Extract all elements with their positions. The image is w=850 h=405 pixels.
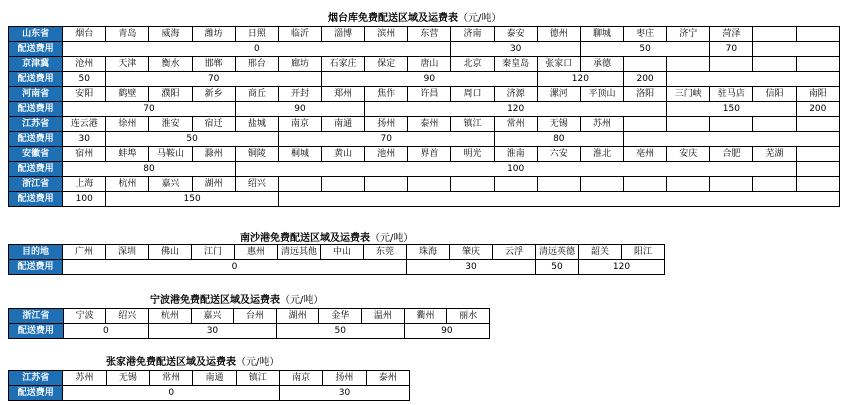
city-cell: 镇江: [451, 117, 494, 132]
city-cell: 承德: [580, 57, 623, 72]
fee-label: 配送费用: [9, 324, 64, 339]
city-cell: [796, 57, 839, 72]
city-cell: [667, 177, 710, 192]
city-cell: [278, 177, 321, 192]
city-cell: 南京: [279, 371, 322, 386]
city-cell: 濮阳: [149, 87, 192, 102]
fee-cell: 30: [149, 324, 277, 339]
city-cell: 周口: [451, 87, 494, 102]
fee-cell: 50: [536, 260, 579, 275]
city-cell: [624, 177, 667, 192]
city-cell: 唐山: [408, 57, 451, 72]
fee-cell: 0: [63, 324, 148, 339]
city-cell: [494, 177, 537, 192]
city-cell: 盐城: [235, 117, 278, 132]
city-cell: 平顶山: [580, 87, 623, 102]
city-cell: 三门峡: [667, 87, 710, 102]
city-cell: 淮安: [149, 117, 192, 132]
city-cell: 南京: [278, 117, 321, 132]
fee-cell: 50: [276, 324, 404, 339]
city-cell: 清远英德: [536, 245, 579, 260]
city-cell: [624, 57, 667, 72]
city-cell: [753, 117, 796, 132]
fee-row: [9, 132, 840, 147]
city-cell: 嘉兴: [191, 309, 234, 324]
city-cell: 张家口: [537, 57, 580, 72]
region-label: 目的地: [9, 245, 63, 260]
city-cell: 绍兴: [235, 177, 278, 192]
city-cell: 阳江: [622, 245, 665, 260]
region-label: 安徽省: [9, 147, 63, 162]
city-cell: 无锡: [537, 117, 580, 132]
fee-label: 配送费用: [9, 386, 63, 401]
fee-label: 配送费用: [9, 42, 63, 57]
city-cell: 广州: [63, 245, 106, 260]
city-row: [9, 245, 665, 260]
city-cell: 宿迁: [192, 117, 235, 132]
fee-row: [9, 162, 840, 177]
fee-row: [9, 260, 665, 275]
city-cell: 日照: [235, 27, 278, 42]
fee-cell: 100: [63, 192, 106, 207]
city-cell: 泰州: [366, 371, 409, 386]
city-cell: 衢州: [404, 309, 447, 324]
city-cell: 驻马店: [710, 87, 753, 102]
city-cell: 黄山: [322, 147, 365, 162]
city-cell: 云浮: [493, 245, 536, 260]
city-cell: 秦皇岛: [494, 57, 537, 72]
fee-cell: 100: [235, 162, 796, 177]
city-cell: 临沂: [278, 27, 321, 42]
yantai-title: 烟台库免费配送区域及运费表（元/吨）: [328, 13, 502, 24]
city-cell: 枣庄: [624, 27, 667, 42]
city-cell: 安庆: [667, 147, 710, 162]
city-cell: [710, 117, 753, 132]
fee-label: 配送费用: [9, 72, 63, 87]
fee-cell: [667, 72, 840, 87]
city-cell: 马鞍山: [149, 147, 192, 162]
city-cell: 商丘: [235, 87, 278, 102]
fee-cell: 90: [235, 102, 364, 117]
fee-cell: 0: [63, 42, 451, 57]
fee-cell: 80: [63, 162, 236, 177]
city-cell: [667, 57, 710, 72]
fee-cell: 120: [579, 260, 665, 275]
city-cell: 青岛: [106, 27, 149, 42]
fee-cell: 90: [322, 72, 538, 87]
city-cell: 泰安: [494, 27, 537, 42]
city-cell: 清远其他: [278, 245, 321, 260]
city-cell: 佛山: [149, 245, 192, 260]
city-cell: 济宁: [667, 27, 710, 42]
fee-cell: 120: [537, 72, 623, 87]
fee-cell: 30: [407, 260, 536, 275]
fee-cell: 50: [63, 72, 106, 87]
city-cell: 淮南: [494, 147, 537, 162]
city-cell: 江门: [192, 245, 235, 260]
city-cell: 中山: [321, 245, 364, 260]
city-cell: 济源: [494, 87, 537, 102]
city-cell: 蚌埠: [106, 147, 149, 162]
city-cell: 无锡: [106, 371, 149, 386]
region-label: 山东省: [9, 27, 63, 42]
city-cell: [667, 117, 710, 132]
city-cell: 石家庄: [322, 57, 365, 72]
fee-row: [9, 386, 410, 401]
fee-cell: 70: [63, 102, 236, 117]
city-cell: 泰州: [408, 117, 451, 132]
city-cell: 济南: [451, 27, 494, 42]
city-cell: 六安: [537, 147, 580, 162]
city-row: [9, 27, 840, 42]
city-cell: 开封: [278, 87, 321, 102]
city-cell: 潍坊: [192, 27, 235, 42]
city-cell: 信阳: [753, 87, 796, 102]
city-cell: [537, 177, 580, 192]
city-cell: 常州: [150, 371, 193, 386]
region-label: 京津冀: [9, 57, 63, 72]
fee-cell: 90: [404, 324, 489, 339]
fee-row: [9, 102, 840, 117]
city-cell: 镇江: [236, 371, 279, 386]
fee-cell: 150: [106, 192, 279, 207]
city-cell: 沧州: [63, 57, 106, 72]
fee-cell: 80: [494, 132, 623, 147]
fee-row: [9, 72, 840, 87]
city-cell: 苏州: [63, 371, 106, 386]
city-cell: [365, 177, 408, 192]
city-cell: 郑州: [322, 87, 365, 102]
city-cell: 丽水: [447, 309, 490, 324]
city-row: [9, 177, 840, 192]
ningbo-title: 宁波港免费配送区域及运费表（元/吨）: [150, 295, 324, 306]
fee-cell: [624, 132, 840, 147]
city-cell: 天津: [106, 57, 149, 72]
city-cell: 保定: [365, 57, 408, 72]
city-cell: 杭州: [149, 309, 192, 324]
city-cell: 滨州: [365, 27, 408, 42]
city-cell: 宁波: [63, 309, 106, 324]
city-cell: 衡水: [149, 57, 192, 72]
city-cell: 许昌: [408, 87, 451, 102]
nansha-fee-table: [8, 244, 665, 275]
city-cell: [451, 177, 494, 192]
city-cell: 烟台: [63, 27, 106, 42]
ningbo-fee-table: [8, 308, 490, 339]
city-row: [9, 309, 490, 324]
city-cell: 北京: [451, 57, 494, 72]
fee-cell: 50: [580, 42, 709, 57]
city-cell: 常州: [494, 117, 537, 132]
city-cell: 连云港: [63, 117, 106, 132]
fee-cell: 70: [106, 72, 322, 87]
city-cell: [796, 177, 839, 192]
zhangjiagang-fee-table: [8, 370, 410, 401]
fee-cell: 70: [710, 42, 753, 57]
fee-cell: 0: [63, 260, 407, 275]
fee-cell: [278, 192, 839, 207]
city-row: [9, 371, 410, 386]
city-cell: [753, 57, 796, 72]
region-label: 浙江省: [9, 177, 63, 192]
city-row: [9, 117, 840, 132]
fee-cell: 200: [624, 72, 667, 87]
city-cell: 淮北: [580, 147, 623, 162]
city-cell: 扬州: [323, 371, 366, 386]
city-row: [9, 147, 840, 162]
city-cell: 南通: [322, 117, 365, 132]
fee-row: [9, 324, 490, 339]
city-cell: 肇庆: [450, 245, 493, 260]
city-cell: [796, 117, 839, 132]
city-cell: 廊坊: [278, 57, 321, 72]
city-cell: 上海: [63, 177, 106, 192]
fee-row: [9, 42, 840, 57]
fee-cell: 30: [63, 132, 106, 147]
city-cell: 扬州: [365, 117, 408, 132]
fee-cell: [753, 42, 840, 57]
zhangjiagang-title: 张家港免费配送区域及运费表（元/吨）: [106, 357, 280, 368]
city-cell: 湖州: [192, 177, 235, 192]
fee-label: 配送费用: [9, 162, 63, 177]
city-cell: 池州: [365, 147, 408, 162]
city-cell: 淄博: [322, 27, 365, 42]
fee-label: 配送费用: [9, 192, 63, 207]
city-cell: 菏泽: [710, 27, 753, 42]
city-cell: 东莞: [364, 245, 407, 260]
city-cell: 界首: [408, 147, 451, 162]
region-label: 江苏省: [9, 371, 63, 386]
fee-cell: [796, 162, 839, 177]
fee-cell: 200: [796, 102, 839, 117]
city-row: [9, 87, 840, 102]
city-cell: 东营: [408, 27, 451, 42]
city-cell: 邯郸: [192, 57, 235, 72]
city-cell: [322, 177, 365, 192]
city-cell: 南通: [193, 371, 236, 386]
city-cell: [710, 57, 753, 72]
fee-cell: 150: [667, 102, 796, 117]
fee-cell: 70: [278, 132, 494, 147]
city-cell: 金华: [319, 309, 362, 324]
city-cell: 苏州: [580, 117, 623, 132]
city-cell: 邢台: [235, 57, 278, 72]
city-cell: 安阳: [63, 87, 106, 102]
nansha-title: 南沙港免费配送区域及运费表（元/吨）: [240, 233, 414, 244]
city-cell: 合肥: [710, 147, 753, 162]
fee-cell: 30: [451, 42, 580, 57]
city-cell: [580, 177, 623, 192]
city-cell: 宿州: [63, 147, 106, 162]
city-cell: 惠州: [235, 245, 278, 260]
fee-cell: 0: [63, 386, 280, 401]
city-cell: [796, 27, 839, 42]
city-cell: [753, 27, 796, 42]
city-cell: 徐州: [106, 117, 149, 132]
fee-label: 配送费用: [9, 260, 63, 275]
city-cell: [753, 177, 796, 192]
fee-label: 配送费用: [9, 102, 63, 117]
city-cell: [624, 117, 667, 132]
city-cell: 漯河: [537, 87, 580, 102]
city-cell: 湖州: [276, 309, 319, 324]
fee-cell: 50: [106, 132, 279, 147]
city-cell: 亳州: [624, 147, 667, 162]
fee-row: [9, 192, 840, 207]
city-cell: 珠海: [407, 245, 450, 260]
city-cell: 聊城: [580, 27, 623, 42]
city-cell: 桐城: [278, 147, 321, 162]
fee-cell: 120: [365, 102, 667, 117]
city-cell: 鹤壁: [106, 87, 149, 102]
city-cell: 威海: [149, 27, 192, 42]
fee-label: 配送费用: [9, 132, 63, 147]
city-cell: 韶关: [579, 245, 622, 260]
fee-cell: 30: [279, 386, 409, 401]
city-cell: 绍兴: [106, 309, 149, 324]
region-label: 河南省: [9, 87, 63, 102]
city-cell: 焦作: [365, 87, 408, 102]
city-cell: 芜湖: [753, 147, 796, 162]
city-cell: 洛阳: [624, 87, 667, 102]
yantai-fee-table: [8, 26, 840, 207]
city-cell: 南阳: [796, 87, 839, 102]
city-cell: 明光: [451, 147, 494, 162]
city-cell: [710, 177, 753, 192]
city-cell: [408, 177, 451, 192]
city-cell: 滁州: [192, 147, 235, 162]
city-cell: 温州: [362, 309, 405, 324]
city-cell: 深圳: [106, 245, 149, 260]
city-cell: 新乡: [192, 87, 235, 102]
region-label: 江苏省: [9, 117, 63, 132]
region-label: 浙江省: [9, 309, 64, 324]
city-cell: 嘉兴: [149, 177, 192, 192]
city-cell: 铜陵: [235, 147, 278, 162]
city-cell: 台州: [234, 309, 277, 324]
city-cell: 德州: [537, 27, 580, 42]
city-cell: 杭州: [106, 177, 149, 192]
city-row: [9, 57, 840, 72]
city-cell: [796, 147, 839, 162]
